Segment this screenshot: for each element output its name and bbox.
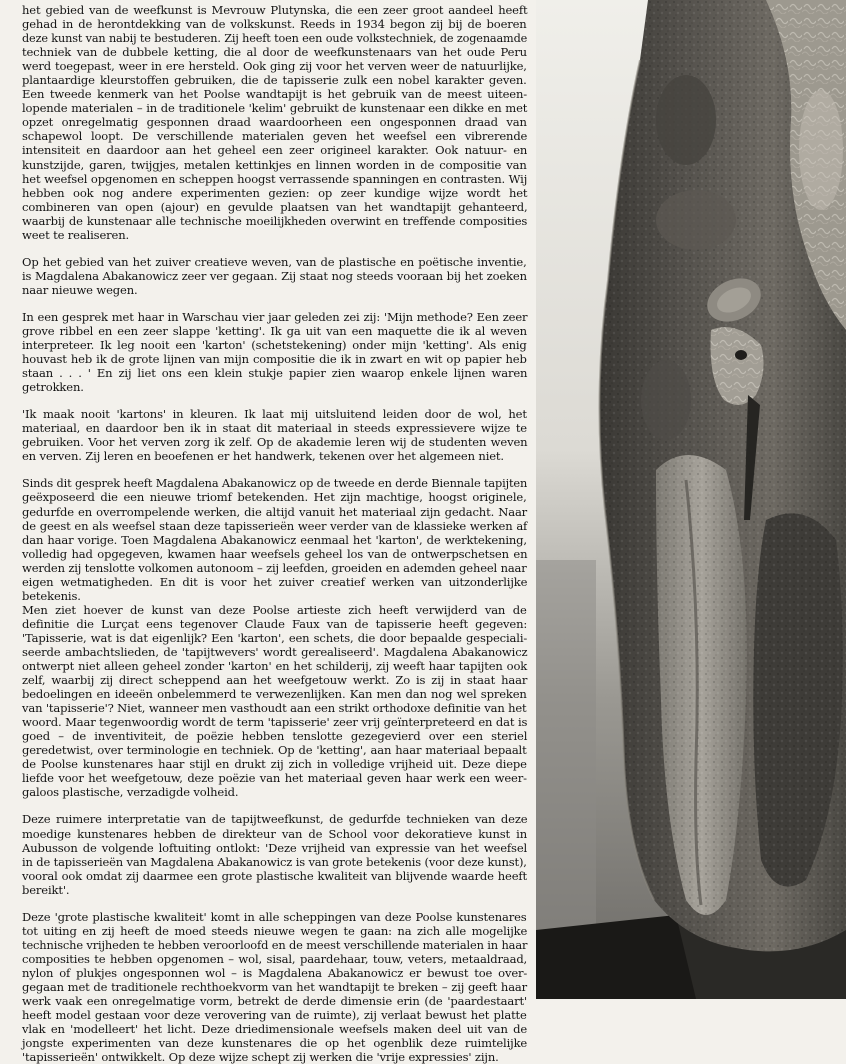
- text-line: interpreteer. Ik leg nooit een 'karton' (schetstekening) onder mijn 'ketting'. Als enig: [22, 338, 527, 353]
- text-line: gehad in de herontdekking van de volkskunst. Reeds in 1934 begon zij bij de boeren: [22, 17, 527, 32]
- text-line: Een tweede kenmerk van het Poolse wandtapijt is het gebruik van de meest uiteen-: [22, 87, 528, 102]
- text-line: moedige kunstenares hebben de direkteur van de School voor dekoratieve kunst in: [22, 826, 527, 841]
- text-line: jongste experimenten van deze kunstenares die op het ogenblik deze ruimtelijke: [22, 1036, 528, 1051]
- text-line: Men ziet hoever de kunst van deze Poolse artieste zich heeft verwijderd van de: [22, 602, 527, 617]
- text-line: waarbij de kunstenaar alle technische moeilijkheden overwint en treffende composities: [22, 213, 528, 228]
- text-line: geëxposeerd die een nieuwe triomf betekenden. Het zijn machtige, hoogst originele,: [22, 490, 527, 505]
- text-line: heeft model gestaan voor deze verovering van de ruimte), zij verlaat bewust het platte: [22, 1008, 527, 1023]
- text-line: is Magdalena Abakanowicz zeer ver gegaan. Zij staat nog steeds vooraan bij het zoeken: [22, 268, 527, 283]
- text-line: de Poolse kunstenares haar stijl en drukt zij zich in volledige vrijheid uit. Deze diepe: [22, 757, 527, 772]
- text-line: definitie die Lurçat eens tegenover Claude Faux van de tapisserie heeft gegeven:: [22, 616, 528, 631]
- woven-sculpture-photo: [536, 0, 846, 999]
- text-line: woord. Maar tegenwoordig wordt de term 'tapisserie' zeer vrij geïnterpreteerd en dat is: [22, 715, 528, 730]
- text-line: gegaan met de traditionele rechthoekvorm van het wandtapijt te breken – zij geeft haar: [22, 980, 528, 994]
- text-line: materiaal, en daardoor ben ik in staat dit materiaal in steeds expressievere wijze te: [22, 421, 527, 436]
- text-line: werk vaak een onregelmatige vorm, betrekt de derde dimensie erin (de 'paardestaart': [22, 994, 527, 1009]
- text-line: tot uiting en zij heeft de moed steeds nieuwe wegen te gaan: na zich alle mogelijke: [22, 923, 528, 938]
- text-line: staan . . . ' En zij liet ons een klein stukje papier zien waarop enkele lijnen waren: [22, 366, 528, 381]
- text-line: liefde voor het weefgetouw, deze poëzie van het materiaal geven haar werk een weer-: [22, 771, 527, 786]
- text-line: gedurfde en overrompelende werken, die altijd vanuit het materiaal zijn gedacht. Naar: [22, 504, 528, 519]
- woven-sculpture-image: [536, 0, 846, 999]
- text-line: In een gesprek met haar in Warschau vier jaar geleden zei zij: 'Mijn methode? Een zeer: [22, 309, 528, 324]
- text-line: volledig had opgegeven, kwamen haar weefsels geheel los van de ontwerpschetsen en: [22, 546, 528, 561]
- text-line: 'tapisserieën' ontwikkelt. Op deze wijze schept zij werken die 'vrije expressies' zijn.: [22, 1050, 499, 1064]
- text-line: bereikt'.: [22, 882, 70, 897]
- text-line: deze kunst van nabij te bestuderen. Zij heeft toen een oude volkstechniek, de zogenaamde: [22, 31, 528, 46]
- text-line: betekenis.: [22, 588, 81, 603]
- text-line: schapewol loopt. De verschillende materialen geven het weefsel een vibrerende: [22, 129, 528, 144]
- text-line: techniek van de dubbele ketting, die al door de weefkunstenaars van het oude Peru: [22, 45, 527, 60]
- article-text-column: [22, 3, 528, 1064]
- text-line: Aubusson de volgende loftuiting ontlokt: 'Deze vrijheid van expressie van het weefsel: [22, 840, 528, 855]
- article-paragraph: [22, 310, 527, 394]
- text-line: werden zij tenslotte volkomen autonoom – zij leefden, groeiden en ademden geheel naar: [22, 560, 527, 575]
- text-line: in de tapisserieën van Magdalena Abakanowicz is van grote betekenis (voor deze kunst),: [22, 854, 527, 869]
- article-paragraph: [22, 3, 527, 242]
- article-paragraph: [22, 255, 527, 297]
- text-line: het weefsel opgenomen en scheppen hoogst verrassende spanningen en contrasten. Wij: [22, 171, 528, 186]
- text-line: vlak en 'modelleert' het licht. Deze driedimensionale weefsels maken deel uit van de: [22, 1022, 528, 1037]
- text-line: opzet onregelmatig gesponnen draad waardoorheen een ongesponnen draad van: [22, 115, 527, 130]
- text-line: Deze ruimere interpretatie van de tapijtweefkunst, de gedurfde technieken van deze: [22, 812, 528, 827]
- text-line: 'Tapisserie, wat is dat eigenlijk? Een 'karton', een schets, die door bepaalde gespeciali-: [22, 630, 528, 645]
- article-paragraph: [22, 812, 527, 896]
- text-line: vooral ook omdat zij daarmee een grote plastische kwaliteit van blijvende waarde heeft: [22, 868, 528, 883]
- text-line: combineren van open (ajour) en gevulde plaatsen van het wandtapijt gehanteerd,: [22, 199, 528, 214]
- text-line: lopende materialen – in de traditionele 'kelim' gebruikt de kunstenaar een dikke en met: [22, 101, 528, 116]
- article-paragraph: [22, 407, 527, 463]
- text-line: eigen wetmatigheden. En dit is voor het zuiver creatief werken van uitzonderlijke: [22, 574, 528, 589]
- article-paragraph: [22, 910, 527, 1064]
- text-line: gebruiken. Voor het verven zorg ik zelf. Op de akademie leren wij de studenten weven: [22, 435, 528, 450]
- text-line: het gebied van de weefkunst is Mevrouw Plutynska, die een zeer groot aandeel heeft: [22, 3, 528, 17]
- text-line: geredetwist, over terminologie en techniek. Op de 'ketting', aan haar materiaal bepaalt: [22, 743, 527, 758]
- text-line: technische vrijheden te hebben veroorloofd en de meest verschillende materialen in haar: [22, 937, 528, 952]
- text-line: zelf, waarbij zij direct scheppend aan het weefgetouw werkt. Zo is zij in staat haar: [22, 673, 528, 688]
- text-line: bedoelingen en ideeën onbelemmerd te verwezenlijken. Kan men dan nog wel spreken: [22, 687, 527, 702]
- text-line: van 'tapisserie'? Niet, wanneer men vasthoudt aan een strikt orthodoxe definitie van het: [22, 701, 527, 716]
- text-line: 'Ik maak nooit 'kartons' in kleuren. Ik laat mij uitsluitend leiden door de wol, het: [22, 407, 527, 422]
- text-line: plantaardige kleurstoffen gebruiken, die de tapisserie zulk een nobel karakter geven.: [22, 73, 527, 88]
- text-line: seerde ambachtslieden, de 'tapijtwevers' wordt gerealiseerd'. Magdalena Abakanowicz: [22, 644, 528, 659]
- text-line: en verven. Zij leren en beoefenen er het handwerk, tekenen over het algemeen niet.: [22, 449, 504, 464]
- text-line: nylon of plukjes ongesponnen wol – is Magdalena Abakanowicz er bewust toe over-: [22, 965, 528, 980]
- text-line: grove ribbel en een zeer slappe 'ketting'. Ik ga uit van een maquette die ik al weven: [22, 323, 527, 338]
- text-line: weet te realiseren.: [22, 227, 129, 242]
- text-line: hebben ook nog andere experimenten gezien: op zeer kundige wijze wordt het: [22, 185, 528, 200]
- text-line: naar nieuwe wegen.: [22, 282, 138, 297]
- text-line: houvast heb ik de grote lijnen van mijn compositie die ik in zwart en wit op papier heb: [22, 352, 527, 367]
- text-line: getrokken.: [22, 380, 84, 395]
- text-line: ontwerpt niet alleen geheel zonder 'karton' en het schilderij, zij weeft haar tapijten ook: [22, 659, 528, 674]
- text-line: Sinds dit gesprek heeft Magdalena Abakanowicz op de tweede en derde Biennale tapijten: [22, 476, 528, 491]
- text-line: de geest en als weefsel staan deze tapisserieën weer verder van de klassieke werken af: [22, 518, 528, 533]
- text-line: intensiteit en daardoor aan het geheel een zeer origineel karakter. Ook natuur- en: [22, 143, 528, 158]
- text-line: goed – de inventiviteit, de poëzie hebben tenslotte gezegevierd over een steriel: [22, 729, 528, 744]
- text-line: Deze 'grote plastische kwaliteit' komt in alle scheppingen van deze Poolse kunstenares: [22, 909, 527, 924]
- text-line: Op het gebied van het zuiver creatieve weven, van de plastische en poëtische inventie,: [22, 254, 527, 269]
- text-line: galoos plastische, verzadigde volheid.: [22, 785, 239, 800]
- text-line: composities te hebben opgenomen – wol, sisal, paardehaar, touw, veters, metaaldraad,: [22, 951, 528, 966]
- text-line: werd toegepast, weer in ere hersteld. Ook ging zij voor het verven weer de natuurlijke,: [22, 59, 527, 74]
- text-line: kunstzijde, garen, twijgjes, metalen kettinkjes en linnen worden in de compositie van: [22, 157, 527, 172]
- article-paragraph: [22, 476, 527, 799]
- text-line: dan haar vorige. Toen Magdalena Abakanowicz eenmaal het 'karton', de werktekening,: [22, 532, 527, 547]
